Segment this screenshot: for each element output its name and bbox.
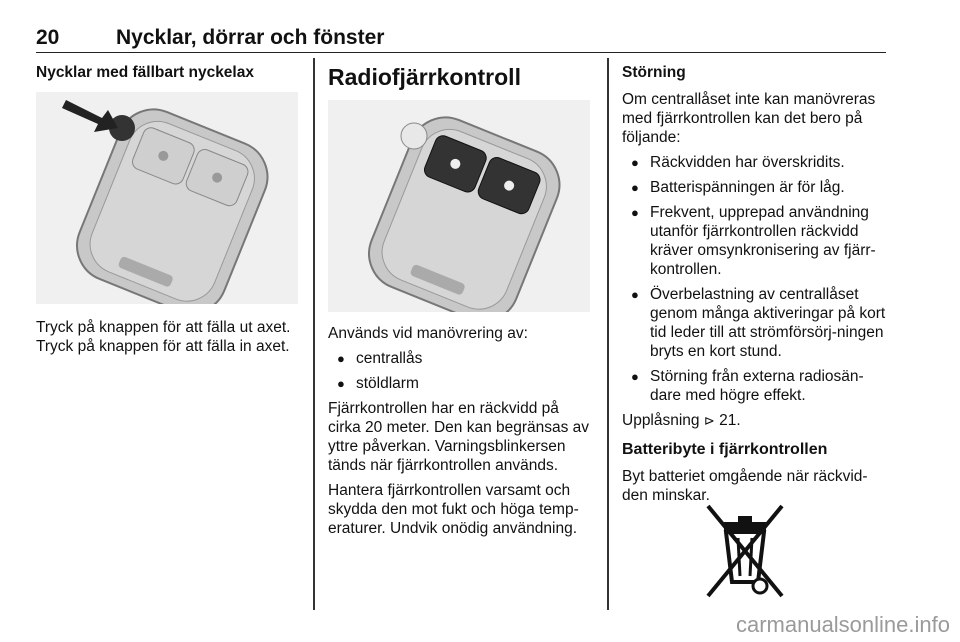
interference-intro: Om centrallåset inte kan manövreras med fjärrkontrollen kan det bero på följande: [622,91,876,146]
list-item: ● Räckvidden har överskridits. [622,153,890,172]
fold-in-text: Tryck på knappen för att fälla in axet. [36,338,290,355]
page-number: 20 [36,26,60,49]
section-heading-folding-key: Nycklar med fällbart nyckelax [36,64,254,81]
weee-recycle-bin-icon [702,502,788,602]
list-item: ● Överbelastning av centrallåset genom många aktiveringar på kort tid leder till att strömförsörj-ningen bryts en kort stund. [622,285,890,361]
section-heading-interference: Störning [622,64,686,81]
column-divider-1 [313,58,315,610]
column-2 [328,62,594,544]
section-heading-battery: Batteribyte i fjärrkontrollen [622,441,828,458]
list-item: ● centrallås [328,349,594,368]
column-3 [622,62,890,511]
remote-intro: Används vid manövrering av: [328,325,528,342]
page-header [36,26,886,53]
battery-paragraph: Byt batteriet omgående när räckvid-den minskar. [622,468,868,504]
list-item: ● Batterispänningen är för låg. [622,178,890,197]
reference-text: Upplåsning [622,412,700,429]
section-heading-remote: Radiofjärrkontroll [328,64,521,90]
interference-causes-list [622,153,890,405]
reference-page-link[interactable]: 21. [719,412,741,429]
unlock-reference [622,411,890,431]
remote-control-illustration [328,100,590,312]
list-item: ● stöldlarm [328,374,594,393]
watermark: carmanualsonline.info [735,612,950,637]
fold-out-text: Tryck på knappen för att fälla ut axet. [36,319,291,336]
column-divider-2 [607,58,609,610]
care-paragraph: Hantera fjärrkontrollen varsamt och skydda den mot fukt och höga temp-eraturer. Undvik onödig användning. [328,482,579,537]
list-item: ● Störning från externa radiosän-dare med högre effekt. [622,367,890,405]
column-1 [36,62,304,362]
range-paragraph: Fjärrkontrollen har en räckvidd på cirka 20 meter. Den kan begränsas av yttre påverkan. Varningsblinkersen tänds när fjärrkontrollen används. [328,400,590,474]
list-item: ● Frekvent, upprepad användning utanför fjärrkontrollen räckvidd kräver omsynkronisering av fjärr-kontrollen. [622,203,890,279]
remote-functions-list [328,349,594,393]
folding-key-illustration [36,92,298,304]
chapter-title: Nycklar, dörrar och fönster [116,26,385,49]
reference-arrow-icon: ⊳ [703,414,715,429]
